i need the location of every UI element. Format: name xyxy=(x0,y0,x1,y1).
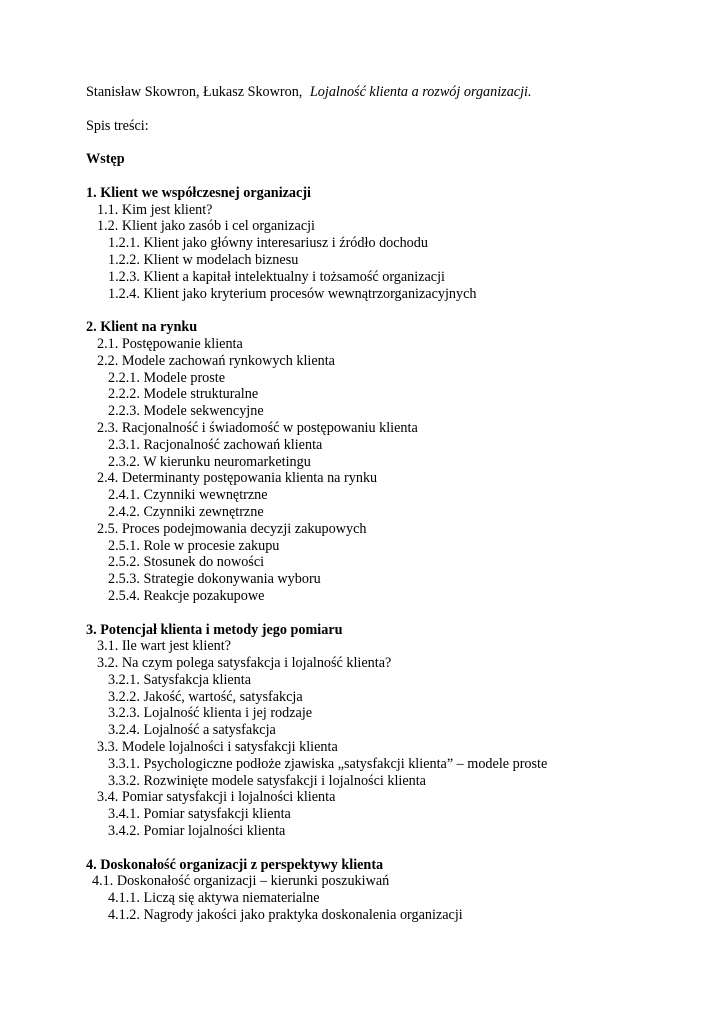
toc-item: 4.1.1. Liczą się aktywa niematerialne xyxy=(108,890,320,907)
toc-item: 2.3.2. W kierunku neuromarketingu xyxy=(108,453,311,470)
toc-item: 3.4. Pomiar satysfakcji i lojalności klienta xyxy=(97,789,336,806)
toc-item: 3.2.4. Lojalność a satysfakcja xyxy=(108,722,276,739)
toc-item: 4.1. Doskonałość organizacji – kierunki poszukiwań xyxy=(92,873,390,890)
toc-item: 2.2.1. Modele proste xyxy=(108,369,226,386)
citation-line xyxy=(86,84,706,101)
chapter-2-title: 2. Klient na rynku xyxy=(86,319,198,336)
toc-item: 2.1. Postępowanie klienta xyxy=(97,335,243,352)
toc-item: 2.4.2. Czynniki zewnętrzne xyxy=(108,503,264,520)
toc-item: 2.3. Racjonalność i świadomość w postępowaniu klienta xyxy=(97,419,418,436)
toc-item: 1.1. Kim jest klient? xyxy=(97,201,213,218)
toc-item: 2.4. Determinanty postępowania klienta na rynku xyxy=(97,470,378,487)
toc-item: 2.5.4. Reakcje pozakupowe xyxy=(108,587,265,604)
toc-item: 3.2.2. Jakość, wartość, satysfakcja xyxy=(108,688,303,705)
toc-item: 1.2.4. Klient jako kryterium procesów wewnątrzorganizacyjnych xyxy=(108,285,477,302)
toc-item: 3.1. Ile wart jest klient? xyxy=(97,638,231,655)
toc-item: 1.2.1. Klient jako główny interesariusz i źródło dochodu xyxy=(108,235,428,252)
toc-item: 2.4.1. Czynniki wewnętrzne xyxy=(108,487,268,504)
toc-item: 1.2.2. Klient w modelach biznesu xyxy=(108,251,299,268)
toc-item: 2.2.3. Modele sekwencyjne xyxy=(108,403,264,420)
document-page xyxy=(86,84,706,924)
chapter-1-title: 1. Klient we współczesnej organizacji xyxy=(86,184,311,201)
chapter-3-title: 3. Potencjał klienta i metody jego pomiaru xyxy=(86,621,343,638)
toc-item: 3.3. Modele lojalności i satysfakcji klienta xyxy=(97,739,338,756)
toc-item: 2.5.1. Role w procesie zakupu xyxy=(108,537,280,554)
toc-item: 3.4.1. Pomiar satysfakcji klienta xyxy=(108,806,291,823)
toc-item: 3.4.2. Pomiar lojalności klienta xyxy=(108,823,286,840)
toc-item: 3.2.3. Lojalność klienta i jej rodzaje xyxy=(108,705,313,722)
toc-heading: Spis treści: xyxy=(86,117,149,134)
toc-item: 3.2. Na czym polega satysfakcja i lojalność klienta? xyxy=(97,655,392,672)
toc-item: 2.3.1. Racjonalność zachowań klienta xyxy=(108,436,323,453)
authors: Stanisław Skowron, Łukasz Skowron, xyxy=(86,84,306,100)
book-title: Lojalność klienta a rozwój organizacji. xyxy=(309,84,532,100)
toc-intro: Wstęp xyxy=(86,151,125,168)
toc-item: 2.5.2. Stosunek do nowości xyxy=(108,554,265,571)
toc-item: 2.2. Modele zachowań rynkowych klienta xyxy=(97,352,335,369)
toc-item: 2.2.2. Modele strukturalne xyxy=(108,386,259,403)
toc-item: 2.5.3. Strategie dokonywania wyboru xyxy=(108,571,321,588)
toc-item: 1.2. Klient jako zasób i cel organizacji xyxy=(97,218,315,235)
toc-item: 4.1.2. Nagrody jakości jako praktyka doskonalenia organizacji xyxy=(108,907,463,924)
toc-item: 3.3.1. Psychologiczne podłoże zjawiska „satysfakcji klienta” – modele proste xyxy=(108,755,548,772)
chapter-4-title: 4. Doskonałość organizacji z perspektywy klienta xyxy=(86,856,384,873)
toc-item: 1.2.3. Klient a kapitał intelektualny i tożsamość organizacji xyxy=(108,268,445,285)
toc-item: 3.3.2. Rozwinięte modele satysfakcji i lojalności klienta xyxy=(108,772,426,789)
toc-item: 2.5. Proces podejmowania decyzji zakupowych xyxy=(97,520,367,537)
toc-item: 3.2.1. Satysfakcja klienta xyxy=(108,671,252,688)
